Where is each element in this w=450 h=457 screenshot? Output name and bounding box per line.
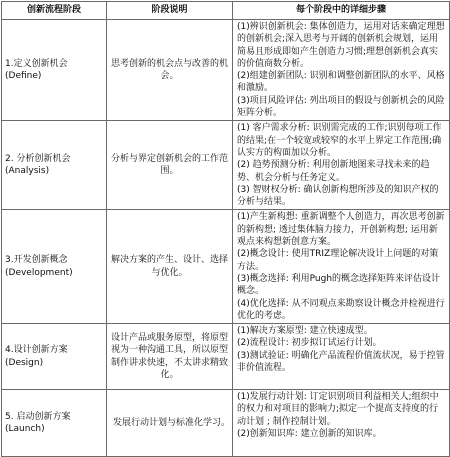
step-item: (2) 趋势预测分析: 利用创新地图来寻找未来的趋势、机会分析与任务定义。 [237,160,430,183]
table-row [2,210,450,324]
step-item: (1)发展行动计划: 订定识别项目利益相关人;组织中的权力和对项目的影响力;拟定一个提高支持度的行动计划 ; 制作控制计划。 [237,392,439,427]
step-item: (4)优化选择: 从不同观点来勘察设计概念并检视进行优化的考虑。 [237,298,445,321]
stage-cell [2,121,107,210]
stage-cell [2,210,107,324]
stage-name: 1.定义创新机会 [5,58,68,69]
stage-description: 分析与界定创新机会的工作范围。 [107,121,233,210]
table-row [2,390,450,457]
stage-description: 思考创新的机会点与改善的机会。 [107,20,233,121]
steps-cell [233,390,450,457]
table-header-row [2,2,450,20]
stage-name: 4.设计创新方案 [5,345,68,356]
step-item: (1)产生新构想: 重新调整个人创造力，再次思考创新的新构想; 透过集体脑力接力，开创新构想; 运用新观点来构想新创意方案。 [237,212,445,248]
stage-english-name: (Launch) [5,424,45,435]
steps-cell [233,324,450,390]
step-item: (2)创新知识库: 建立创新的知识库。 [237,429,382,440]
step-item: (2)组建创新团队: 识别和调整创新团队的水平、风格和激励。 [237,71,445,94]
step-item: (1) 客户需求分析: 识别需完成的工作;识别每项工作的结果;在一个较宽或较窄的水平上界定工作范围;确认实方的构面加以分析。 [237,123,442,158]
stage-cell [2,324,107,390]
table-row [2,121,450,210]
header-stage: 创新流程阶段 [2,2,107,20]
step-item: (3)项目风险评估: 列出项目的假设与创新机会的风险矩阵分析。 [237,95,445,119]
step-item: (1)解决方案原型: 建立快速成型。 [237,326,373,337]
step-item: (3)概念选择: 利用Pugh的概念选择矩阵来评估设计概念。 [237,273,441,297]
stage-english-name: (Design) [5,357,44,368]
table-row [2,324,450,390]
step-item: (3) 智财权分析: 确认创新构想所涉及的知识产权的分析与结果。 [237,184,439,208]
stage-cell [2,20,107,121]
stage-english-name: (Development) [5,267,73,278]
stage-name: 5. 启动创新方案 [5,411,71,422]
stage-description: 发展行动计划与标准化学习。 [107,390,233,457]
stage-english-name: (Define) [5,71,42,82]
steps-cell [233,210,450,324]
steps-cell [233,121,450,210]
step-item: (3)测试验证: 明确化产品流程价值流状况，易于控管非价值流程。 [237,350,445,374]
innovation-process-table [1,1,450,457]
steps-cell [233,20,450,121]
step-item: (2)概念设计: 使用TRIZ理论解决设计上问题的对策方法。 [237,249,439,272]
table-row [2,20,450,121]
stage-name: 2. 分析创新机会 [5,154,71,165]
header-steps: 每个阶段中的详细步骤 [233,2,450,20]
step-item: (2)流程设计: 初步拟订试运行计划。 [237,338,382,349]
stage-description: 解决方案的产生、设计、选择与优化。 [107,210,233,324]
stage-description: 设计产品或服务原型，将原型视为一种沟通工具，所以原型制作讲求快速，不太讲求精致化。 [107,324,233,390]
step-item: (1)辨识创新机会: 集体创造力，运用对话来确定理想的创新机会;深入思考与开阔的创新机会规划，运用简易且形成即如产生创造力习惯;理想创新机会真实的价值商数分析。 [237,22,445,69]
page [1,1,449,455]
stage-cell [2,390,107,457]
stage-name: 3.开发创新概念 [5,255,68,266]
header-description: 阶段说明 [107,2,233,20]
stage-english-name: (Analysis) [5,166,50,177]
